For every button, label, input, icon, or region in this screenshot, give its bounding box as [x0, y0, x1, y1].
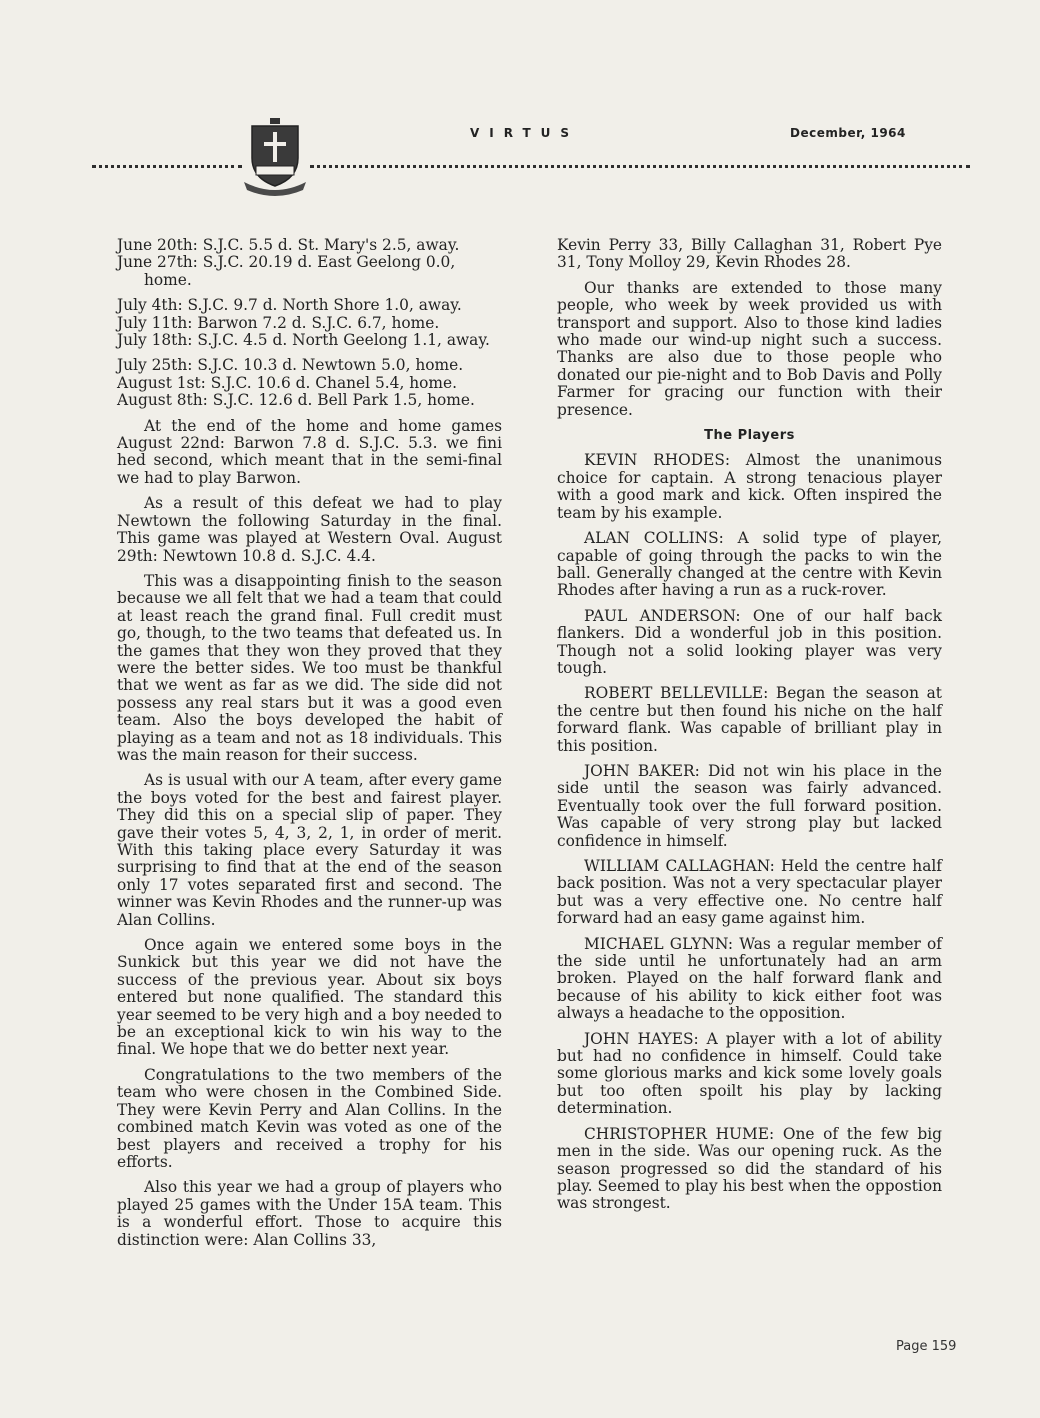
fixture-list-june	[117, 237, 502, 289]
section-heading: The Players	[704, 428, 795, 444]
player-profile: ROBERT BELLEVILLE: Began the season at the centre but then found his niche on the half forward flank. Was capable of brilliant play in this position.	[557, 684, 942, 755]
body-paragraph: Congratulations to the two members of the team who were chosen in the Combined Side. They were Kevin Perry and Alan Collins. In the combined match Kevin was voted as one of the best players and received a trophy for his efforts.	[117, 1065, 502, 1171]
body-paragraph: As is usual with our A team, after every game the boys voted for the best and fairest player. They did this on a special slip of paper. They gave their votes 5, 4, 3, 2, 1, in order of merit. With this taking place every Saturday it was surprising to find that at the end of the season only 17 votes separated first and second. The winner was Kevin Rhodes and the runner-up was Alan Collins.	[117, 771, 502, 929]
fixture-result: July 11th: Barwon 7.2 d. S.J.C. 6.7, home.	[117, 313, 440, 332]
body-paragraph: Once again we entered some boys in the Sunkick but this year we did not have the success of the previous year. About six boys entered but none qualified. The standard this year seemed to be very high and a boy needed to be an exceptional kick to win his way to the final. We hope that we do better next year.	[117, 936, 502, 1059]
page-header	[0, 110, 1040, 200]
player-profile: CHRISTOPHER HUME: One of the few big men in the side. Was our opening ruck. As the season progressed so did the standard of his play. Seemed to play his best when the oppostion was strongest.	[557, 1124, 942, 1213]
player-profile: JOHN HAYES: A player with a lot of ability but had no confidence in himself. Could take some glorious marks and kick some lovely goals but too often spoilt his play by lacking determination.	[557, 1029, 942, 1118]
player-profile: MICHAEL GLYNN: Was a regular member of the side until he unfortunately had an arm broken. Played on the half forward flank and because of his ability to kick either foot was always a headache to the opposition.	[557, 934, 942, 1023]
right-column	[557, 237, 942, 1221]
fixture-result: July 4th: S.J.C. 9.7 d. North Shore 1.0, away.	[117, 296, 462, 315]
body-paragraph: At the end of the home and home games August 22nd: Barwon 7.8 d. S.J.C. 5.3. we fini hed second, which meant that in the semi-final we had to play Barwon.	[117, 416, 502, 487]
header-rule-left	[92, 165, 242, 168]
body-paragraph: This was a disappointing finish to the season because we all felt that we had a team that could at least reach the grand final. Full credit must go, though, to the two teams that defeated us. In the games that they won they proved that they were the better sides. We too must be thankful that we went as far as we did. The side did not possess any real stars but it was a good even team. Also the boys developed the habit of playing as a team and not as 18 individuals. This was the main reason for their success.	[117, 571, 502, 764]
header-rule-right	[310, 165, 970, 168]
player-profile: KEVIN RHODES: Almost the unanimous choice for captain. A strong tenacious player with a good mark and kick. Often inspired the team by his example.	[557, 451, 942, 522]
player-profile: WILLIAM CALLAGHAN: Held the centre half back position. Was not a very spectacular player but was a very effective one. No centre half forward had an easy game against him.	[557, 857, 942, 928]
issue-date: December, 1964	[790, 126, 906, 140]
body-paragraph: Also this year we had a group of players who played 25 games with the Under 15A team. This is a wonderful effort. Those to acquire this distinction were: Alan Collins 33,	[117, 1178, 502, 1249]
body-paragraph: Kevin Perry 33, Billy Callaghan 31, Robert Pye 31, Tony Molloy 29, Kevin Rhodes 28.	[557, 236, 942, 272]
player-profile: PAUL ANDERSON: One of our half back flankers. Did a wonderful job in this position. Though not a solid looking player was very tough.	[557, 606, 942, 677]
fixture-result: July 18th: S.J.C. 4.5 d. North Geelong 1.1, away.	[117, 331, 490, 350]
body-paragraph: As a result of this defeat we had to play Newtown the following Saturday in the final. This game was played at Western Oval. August 29th: Newtown 10.8 d. S.J.C. 4.4.	[117, 494, 502, 565]
fixture-result: August 8th: S.J.C. 12.6 d. Bell Park 1.5, home.	[117, 391, 475, 410]
fixture-result: June 27th: S.J.C. 20.19 d. East Geelong 0.0, home.	[117, 253, 456, 289]
fixture-result: July 25th: S.J.C. 10.3 d. Newtown 5.0, home.	[117, 356, 464, 375]
fixture-result: June 20th: S.J.C. 5.5 d. St. Mary's 2.5, away.	[117, 236, 460, 254]
body-paragraph: Our thanks are extended to those many people, who week by week provided us with transport and support. Also to those kind ladies who made our wind-up night such a success. Thanks are also due to those people who donated our pie-night and to Bob Davis and Polly Farmer for gracing our function with their presence.	[557, 278, 942, 419]
player-profile: JOHN BAKER: Did not win his place in the side until the season was fairly advanced. Eventually took over the full forward position. Was capable of very strong play but lacked confidence in himself.	[557, 761, 942, 850]
fixture-result: August 1st: S.J.C. 10.6 d. Chanel 5.4, home.	[117, 373, 458, 392]
page-number: Page 159	[896, 1339, 957, 1354]
player-profile: ALAN COLLINS: A solid type of player, capable of going through the packs to win the ball. Generally changed at the centre with Kevin Rhodes after having a run as a ruck-rover.	[557, 529, 942, 600]
school-crest-icon	[240, 116, 310, 196]
fixture-list-july	[117, 297, 502, 349]
left-column	[117, 237, 502, 1257]
magazine-title: VIRTUS	[470, 126, 580, 140]
fixture-list-august	[117, 357, 502, 409]
